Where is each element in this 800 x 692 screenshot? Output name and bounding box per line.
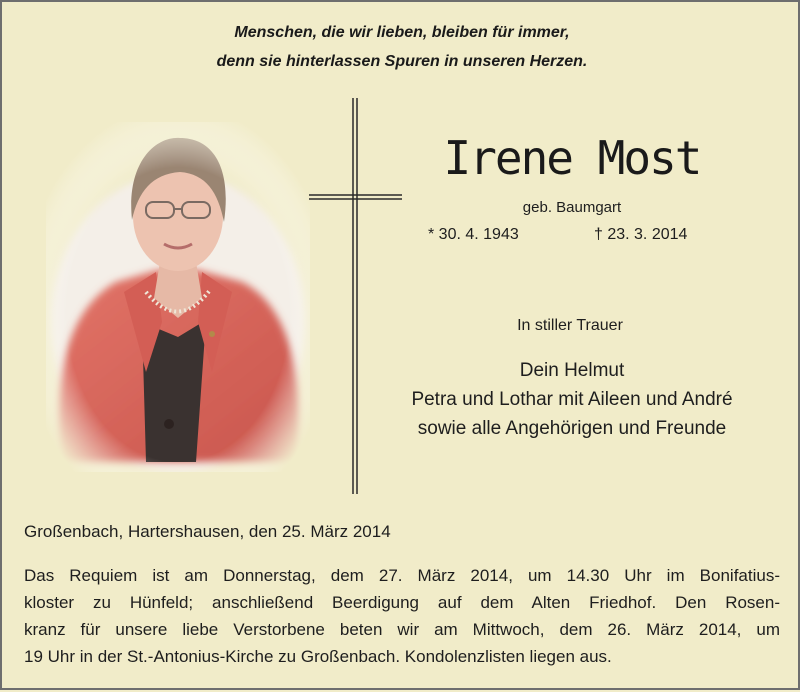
notice-line: kranz für unsere liebe Verstorbene beten wir am Mittwoch, dem 26. März 2014, um (24, 620, 780, 639)
place-date: Großenbach, Hartershausen, den 25. März 2014 (24, 522, 391, 541)
birth-date: * 30. 4. 1943 (428, 226, 519, 243)
mourning-intro: In stiller Trauer (517, 317, 623, 334)
mourner-line: Petra und Lothar mit Aileen und André (411, 389, 733, 410)
notice-line: 19 Uhr in der St.-Antonius-Kirche zu Großenbach. Kondolenzlisten liegen aus. (24, 647, 612, 666)
notice-line: Das Requiem ist am Donnerstag, dem 27. März 2014, um 14.30 Uhr im Bonifatius- (24, 566, 780, 585)
notice-line: kloster zu Hünfeld; anschließend Beerdigung auf dem Alten Friedhof. Den Rosen- (24, 593, 780, 612)
maiden-name: geb. Baumgart (522, 199, 622, 216)
motto (2, 18, 800, 76)
mourner-line: sowie alle Angehörigen und Freunde (417, 418, 727, 439)
mourner-line: Dein Helmut (519, 360, 625, 381)
motto-line-2: denn sie hinterlassen Spuren in unseren Herzen. (216, 53, 588, 70)
death-date: † 23. 3. 2014 (594, 226, 688, 243)
mourners-list (362, 356, 782, 443)
funeral-notice (24, 562, 780, 670)
motto-line-1: Menschen, die wir lieben, bleiben für immer, (234, 24, 570, 41)
deceased-name: Irene Most (443, 131, 701, 185)
portrait-photo (46, 122, 310, 472)
